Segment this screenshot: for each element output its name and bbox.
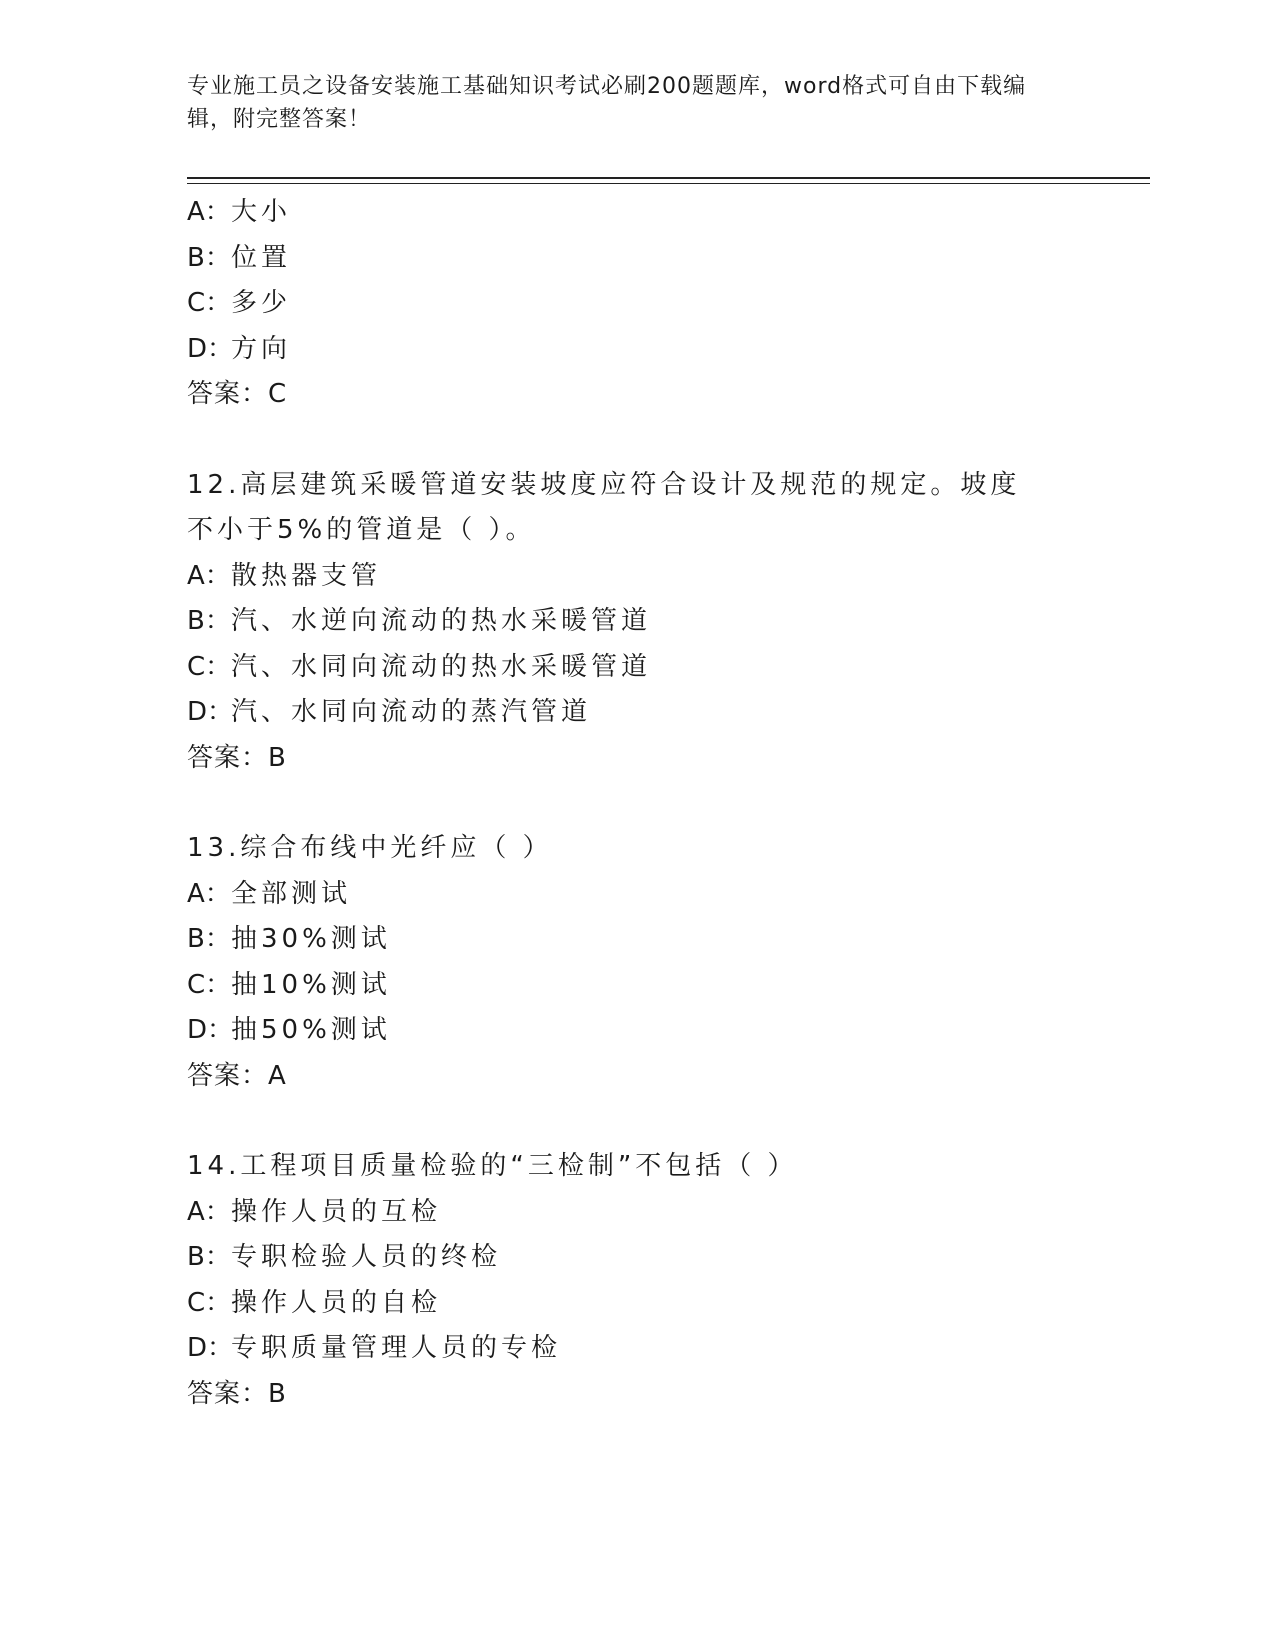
- option-text: 大小: [231, 197, 292, 227]
- option-text: 方向: [231, 333, 292, 364]
- option-key: D：: [187, 333, 234, 364]
- option-c: [187, 281, 1087, 327]
- header-divider-thin: [187, 183, 1150, 184]
- answer-line: 答案：C: [187, 379, 288, 409]
- option-key: B：: [187, 1242, 231, 1272]
- option-b: [187, 236, 1087, 282]
- option-a: [187, 554, 1087, 600]
- option-text: 位置: [231, 242, 292, 273]
- question-text: 12.高层建筑采暖管道安装坡度应符合设计及规范的规定。坡度不小于5%的管道是（ ）。: [187, 469, 1021, 545]
- option-text: 多少: [231, 288, 292, 318]
- option-d: [187, 327, 1087, 373]
- option-text: 专职质量管理人员的专检: [231, 1333, 562, 1363]
- option-text: 全部测试: [231, 878, 352, 909]
- option-text: 汽、水逆向流动的热水采暖管道: [231, 606, 652, 636]
- option-d: [187, 1008, 1087, 1054]
- option-b: [187, 1235, 1087, 1281]
- option-key: C：: [187, 651, 232, 682]
- option-key: D：: [187, 1333, 234, 1363]
- option-text: 操作人员的互检: [231, 1196, 442, 1227]
- answer-line: 答案：A: [187, 1060, 287, 1091]
- option-d: [187, 690, 1087, 736]
- option-text: 抽10%测试: [231, 969, 391, 1000]
- option-b: [187, 917, 1087, 963]
- question-block: [187, 826, 1087, 1099]
- option-key: D：: [187, 697, 234, 727]
- option-d: [187, 1326, 1087, 1372]
- question-text: 14.工程项目质量检验的“三检制”不包括（ ）: [187, 1151, 798, 1181]
- question-text: 13.综合布线中光纤应（ ）: [187, 833, 553, 863]
- option-key: A：: [187, 197, 231, 227]
- option-key: C：: [187, 288, 232, 318]
- option-key: C：: [187, 1287, 232, 1318]
- option-a: [187, 1190, 1087, 1236]
- question-block: [187, 190, 1087, 418]
- option-text: 汽、水同向流动的热水采暖管道: [231, 651, 652, 682]
- question-list: [187, 190, 1087, 1417]
- option-c: [187, 963, 1087, 1009]
- option-text: 散热器支管: [231, 560, 382, 591]
- question-block: [187, 463, 1087, 782]
- option-key: A：: [187, 560, 231, 591]
- option-text: 汽、水同向流动的蒸汽管道: [231, 697, 592, 727]
- answer-line: 答案：B: [187, 742, 287, 773]
- option-c: [187, 1281, 1087, 1327]
- option-key: B：: [187, 924, 231, 954]
- option-text: 抽30%测试: [231, 924, 391, 954]
- option-a: [187, 872, 1087, 918]
- option-key: A：: [187, 1196, 231, 1227]
- option-key: D：: [187, 1015, 234, 1045]
- option-text: 抽50%测试: [231, 1015, 391, 1045]
- header-divider-thick: [187, 177, 1150, 179]
- option-a: [187, 190, 1087, 236]
- option-text: 操作人员的自检: [231, 1287, 442, 1318]
- option-key: A：: [187, 878, 231, 909]
- answer-line: 答案：B: [187, 1378, 287, 1409]
- option-b: [187, 599, 1087, 645]
- option-text: 专职检验人员的终检: [231, 1242, 502, 1272]
- option-key: C：: [187, 969, 232, 1000]
- option-key: B：: [187, 606, 231, 636]
- document-header: 专业施工员之设备安装施工基础知识考试必刷200题题库，word格式可自由下载编辑，附完整答案！: [187, 74, 1027, 132]
- option-key: B：: [187, 242, 231, 273]
- option-c: [187, 645, 1087, 691]
- question-block: [187, 1144, 1087, 1417]
